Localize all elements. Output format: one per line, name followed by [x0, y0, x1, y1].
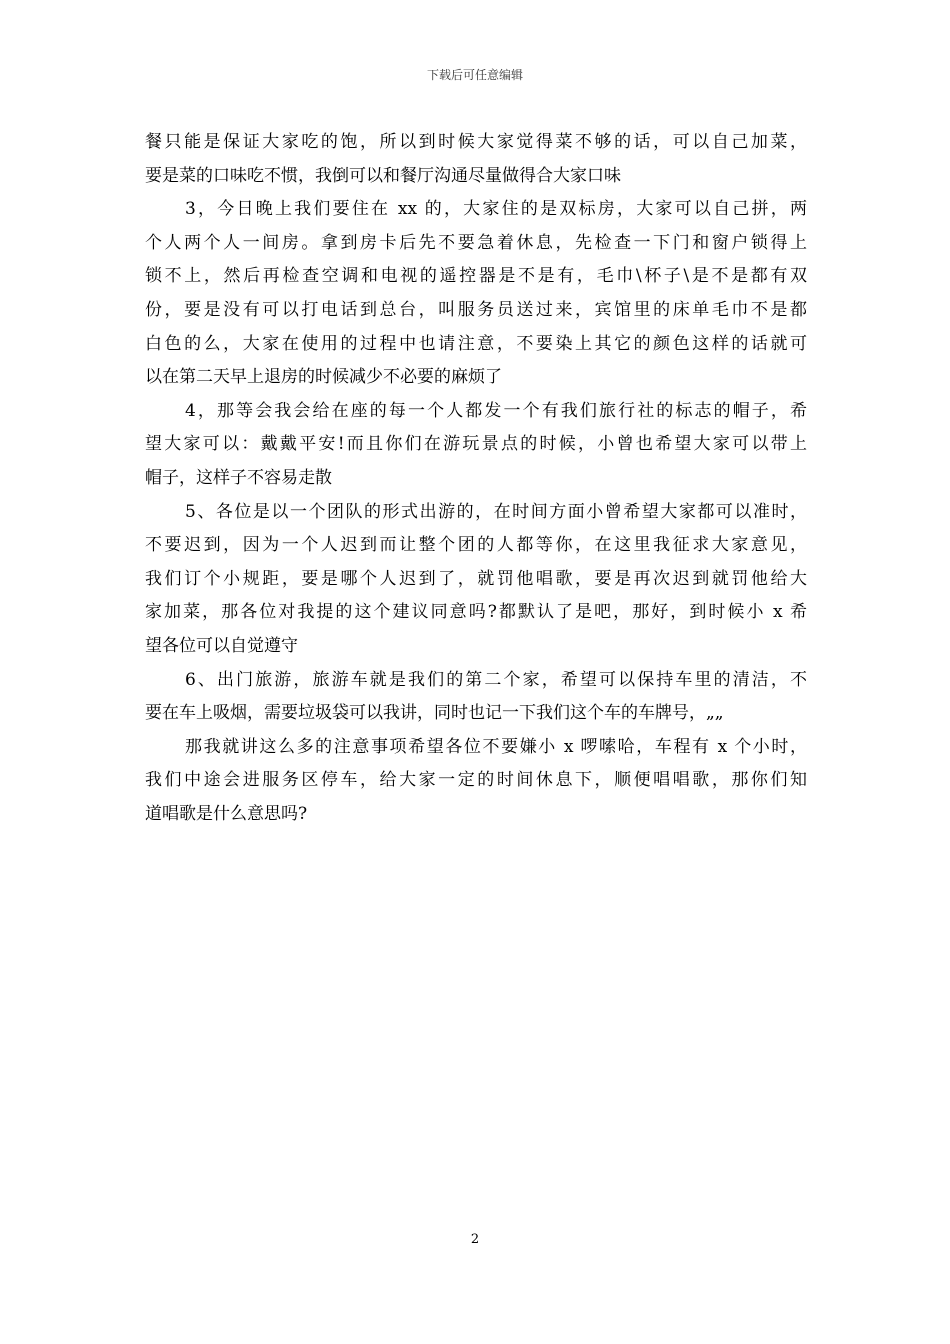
text-line: 份，要是没有可以打电话到总台，叫服务员送过来，宾馆里的床单毛巾不是都 [145, 299, 807, 320]
text-line: 不要迟到，因为一个人迟到而让整个团的人都等你，在这里我征求大家意见， [145, 535, 807, 556]
text-line: 3，今日晚上我们要住在 xx 的，大家住的是双标房，大家可以自己拼，两 [185, 199, 807, 220]
text-line: 帽子，这样子不容易走散 [145, 467, 332, 488]
paragraph-hat [145, 395, 807, 496]
text-line: 锁不上，然后再检查空调和电视的遥控器是不是有，毛巾\杯子\是不是都有双 [145, 266, 807, 287]
text-line: 6、出门旅游，旅游车就是我们的第二个家，希望可以保持车里的清洁，不 [185, 669, 807, 690]
text-line: 望大家可以：戴戴平安!而且你们在游玩景点的时候，小曾也希望大家可以带上 [145, 434, 807, 455]
paragraph-meal [145, 126, 807, 193]
paragraph-closing [145, 731, 807, 832]
text-line: 4，那等会我会给在座的每一个人都发一个有我们旅行社的标志的帽子，希 [185, 400, 807, 421]
text-line: 以在第二天早上退房的时候减少不必要的麻烦了 [145, 367, 502, 388]
text-line: 要是菜的口味吃不惯，我倒可以和餐厅沟通尽量做得合大家口味 [145, 165, 621, 186]
text-line: 望各位可以自觉遵守 [145, 635, 298, 656]
paragraph-punctuality [145, 496, 807, 664]
page-header: 下载后可任意编辑 [426, 68, 523, 82]
text-line: 我们订个小规距，要是哪个人迟到了，就罚他唱歌，要是再次迟到就罚他给大 [145, 568, 807, 589]
text-line: 道唱歌是什么意思吗? [145, 803, 308, 824]
text-line: 要在车上吸烟，需要垃圾袋可以我讲，同时也记一下我们这个车的车牌号，„„ [145, 703, 724, 724]
text-line: 那我就讲这么多的注意事项希望各位不要嫌小 x 啰嗦哈，车程有 x 个小时， [185, 736, 807, 757]
text-line: 餐只能是保证大家吃的饱，所以到时候大家觉得菜不够的话，可以自己加菜， [145, 132, 807, 152]
text-line: 我们中途会进服务区停车，给大家一定的时间休息下，顺便唱唱歌，那你们知 [145, 770, 807, 791]
text-line: 个人两个人一间房。拿到房卡后先不要急着休息，先检查一下门和窗户锁得上 [145, 232, 807, 253]
page-number: 2 [470, 1232, 480, 1247]
document-body [145, 126, 807, 831]
paragraph-bus [145, 664, 807, 731]
paragraph-hotel [145, 193, 807, 395]
text-line: 5、各位是以一个团队的形式出游的，在时间方面小曾希望大家都可以准时， [185, 501, 807, 522]
text-line: 白色的么，大家在使用的过程中也请注意，不要染上其它的颜色这样的话就可 [145, 333, 807, 354]
text-line: 家加菜，那各位对我提的这个建议同意吗?都默认了是吧，那好，到时候小 x 希 [145, 602, 807, 623]
